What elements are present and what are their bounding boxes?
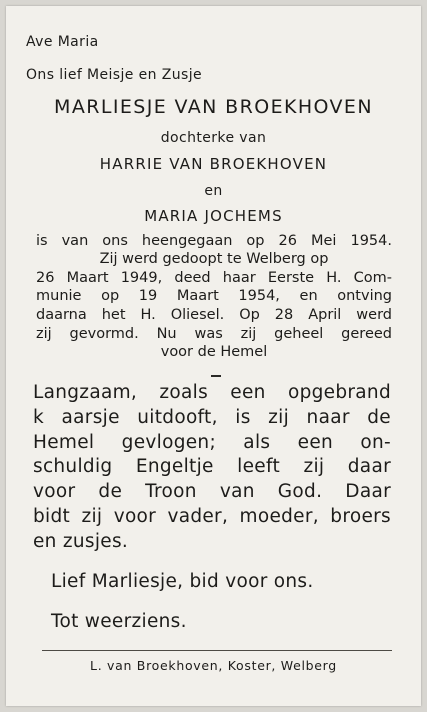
prayer-line: Lief Marliesje, bid voor ons. [51,571,314,592]
bio-line: 26 Maart 1949, deed haar Eerste H. Com- [36,270,392,286]
poem-line: en zusjes. [33,531,129,552]
separator-dash [211,375,221,377]
farewell-line: Tot weerziens. [51,611,187,632]
poem-line: Langzaam, zoals een opgebrand [33,382,391,403]
poem-line: Hemel gevlogen; als een on- [33,432,391,453]
bio-line: zij gevormd. Nu was zij geheel gereed [36,326,392,342]
divider-line [42,650,392,651]
memorial-card [6,6,421,706]
bio-line: Zij werd gedoopt te Welberg op [99,251,329,267]
bio-line: daarna het H. Oliesel. Op 28 April werd [36,307,392,323]
mother-name: MARIA JOCHEMS [144,207,283,225]
poem-line: schuldig Engeltje leeft zij daar [33,456,391,477]
poem-line: k aarsje uitdooft, is zij naar de [33,407,391,428]
conjunction-text: en [204,183,223,199]
poem-line: voor de Troon van God. Daar [33,481,391,502]
deceased-name: MARLIESJE VAN BROEKHOVEN [54,96,373,118]
bio-line: voor de Hemel [160,344,268,360]
father-name: HARRIE VAN BROEKHOVEN [99,155,328,173]
relation-text: dochterke van [160,130,267,146]
dedication: Ons lief Meisje en Zusje [26,67,203,83]
printer-credit: L. van Broekhoven, Koster, Welberg [90,658,337,673]
bio-line: is van ons heengegaan op 26 Mei 1954. [36,233,392,249]
bio-line: munie op 19 Maart 1954, en ontving [36,288,392,304]
poem-line: bidt zij voor vader, moeder, broers [33,506,391,527]
greeting: Ave Maria [26,34,99,50]
